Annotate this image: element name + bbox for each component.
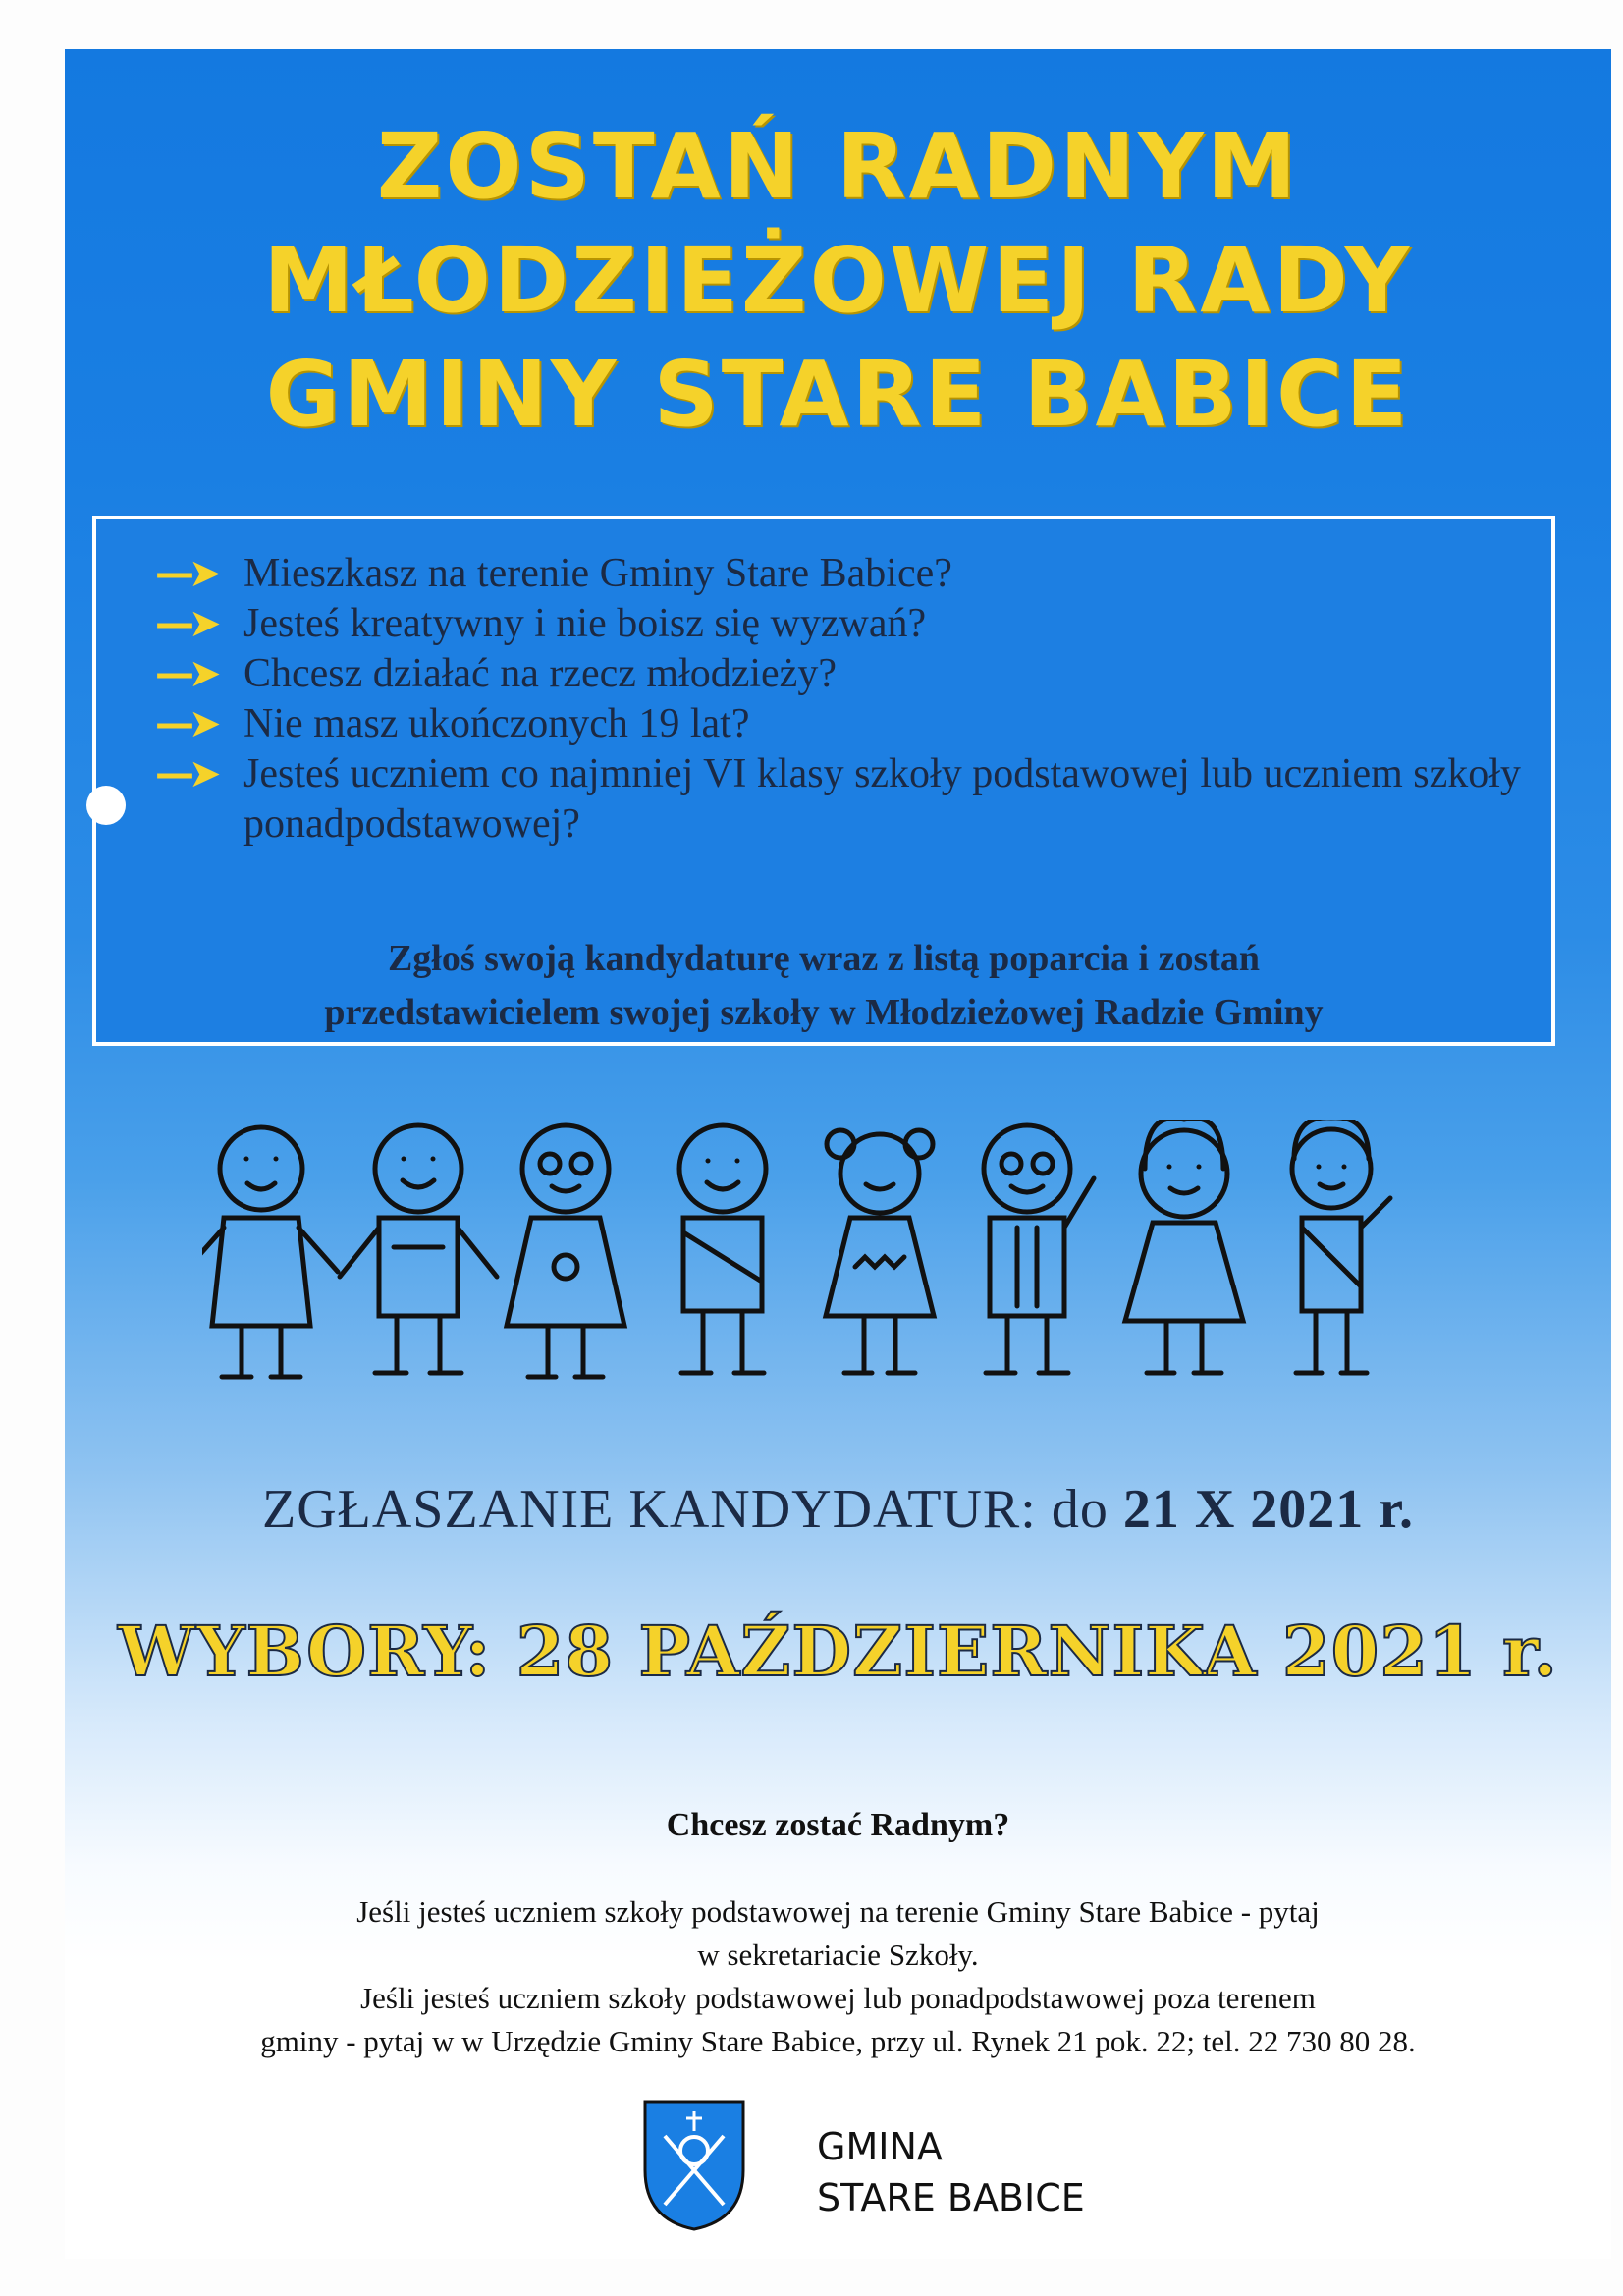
election-date: WYBORY: 28 PAŹDZIERNIKA 2021 r.	[118, 1611, 1558, 1692]
poster-title	[65, 110, 1611, 452]
questions-box	[92, 516, 1555, 1046]
child-figure	[984, 1125, 1094, 1373]
question-item: —➤ Mieszkasz na terenie Gminy Stare Babice?	[155, 549, 1549, 599]
question-item: —➤ Jesteś uczniem co najmniej VI klasy szkoły podstawowej lub uczniem szkoły ponadpodstawowej?	[155, 751, 1521, 847]
children-illustration	[202, 1120, 1479, 1414]
question-item: —➤ Nie masz ukończonych 19 lat?	[155, 699, 1549, 749]
info-line-3: Jeśli jesteś uczniem szkoły podstawowej lub ponadpodstawowej poza terenem	[360, 1981, 1316, 2015]
deadline-label: ZGŁASZANIE KANDYDATUR: do	[262, 1479, 1123, 1540]
child-figure	[1125, 1120, 1243, 1373]
title-line-3: GMINY STARE BABICE	[265, 342, 1411, 447]
title-line-2: MŁODZIEŻOWEJ RADY	[263, 228, 1413, 333]
call-to-action	[96, 932, 1551, 1040]
child-figure	[340, 1125, 497, 1373]
info-text	[104, 1890, 1572, 2063]
arrow-icon: —➤	[155, 751, 216, 796]
deadline-date: 21 X 2021 r.	[1122, 1479, 1414, 1540]
submission-deadline	[65, 1478, 1611, 1541]
info-line-2: w sekretariacie Szkoły.	[697, 1938, 979, 1972]
arrow-icon: —➤	[155, 551, 216, 596]
poster	[65, 49, 1611, 2259]
question-heading: Chcesz zostać Radnym?	[666, 1807, 1010, 1843]
logo-line-1: GMINA	[817, 2125, 943, 2168]
arrow-icon: —➤	[155, 651, 216, 696]
cta-line-2: przedstawicielem swojej szkoły w Młodzieżowej Radzie Gminy	[324, 992, 1324, 1033]
logo-line-2: STARE BABICE	[817, 2176, 1085, 2219]
child-figure	[1292, 1120, 1390, 1373]
child-figure	[507, 1125, 624, 1377]
arrow-icon: —➤	[155, 701, 216, 746]
coat-of-arms-icon	[640, 2097, 748, 2234]
title-line-1: ZOSTAŃ RADNYM	[376, 114, 1300, 219]
questions-list	[155, 549, 1549, 849]
logo-text	[817, 2121, 1085, 2223]
child-figure	[202, 1127, 338, 1377]
arrow-icon: —➤	[155, 601, 216, 646]
info-line-1: Jeśli jesteś uczniem szkoły podstawowej na terenie Gminy Stare Babice - pytaj	[356, 1894, 1320, 1929]
question-item: —➤ Chcesz działać na rzecz młodzieży?	[155, 649, 1549, 699]
cta-line-1: Zgłoś swoją kandydaturę wraz z listą poparcia i zostań	[387, 938, 1261, 979]
child-figure	[679, 1125, 766, 1373]
punch-hole	[86, 786, 126, 825]
child-figure	[826, 1130, 934, 1373]
question-item: —➤ Jesteś kreatywny i nie boisz się wyzwań?	[155, 599, 1549, 649]
info-line-4: gminy - pytaj w w Urzędzie Gminy Stare Babice, przy ul. Rynek 21 pok. 22; tel. 22 730 80 28.	[260, 2024, 1416, 2058]
